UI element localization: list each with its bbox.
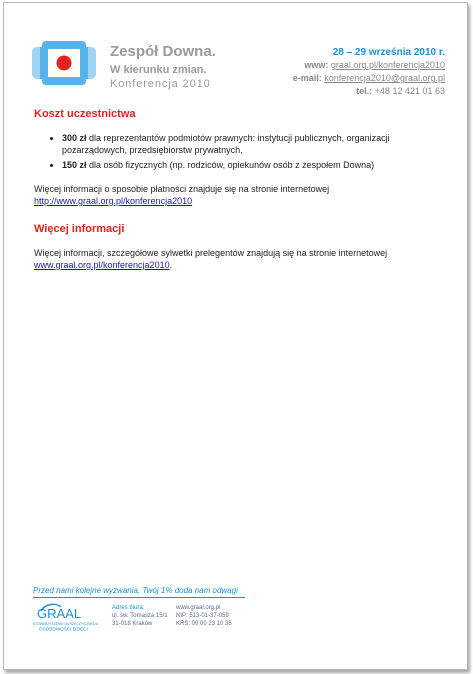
- tel-value: +48 12 421 01 63: [374, 86, 445, 96]
- footer-divider: [33, 597, 245, 598]
- link-suffix: .: [169, 260, 173, 270]
- footer-slogan: Przed nami kolejne wyzwania, Twój 1% doda nam odwagi: [33, 586, 238, 595]
- address-line: 31-018 Kraków: [112, 621, 153, 627]
- graal-logo-text: GRAAL: [37, 606, 82, 621]
- price-amount: 300 zł: [62, 133, 87, 143]
- more-info-link[interactable]: www.graal.org.pl/konferencja2010: [34, 260, 170, 270]
- price-item: [62, 159, 444, 171]
- footer-nip: NIP: 513-01-37-059: [176, 613, 229, 619]
- email-link[interactable]: konferencja2010@graal.org.pl: [324, 73, 445, 83]
- tel-row: [293, 85, 445, 98]
- www-link[interactable]: graal.org.pl/konferencja2010: [330, 60, 445, 70]
- org-title: Zespół Downa.: [110, 43, 216, 60]
- graal-tagline-2: OSOBOWOŚCI DZIECI: [39, 626, 88, 632]
- footer-address: [112, 604, 168, 628]
- footer-registry: [176, 604, 232, 628]
- tel-label: tel.:: [356, 86, 373, 96]
- price-list: [34, 132, 444, 171]
- section-heading-cost: Koszt uczestnictwa: [34, 108, 136, 120]
- payment-info-link[interactable]: http://www.graal.org.pl/konferencja2010: [34, 196, 193, 206]
- main-content: [34, 108, 444, 271]
- email-row: [293, 72, 445, 85]
- price-item: [62, 132, 444, 156]
- www-label: www:: [304, 60, 329, 70]
- section-heading-more-info: Więcej informacji: [34, 223, 125, 235]
- graal-logo-icon: [31, 601, 101, 633]
- price-description: dla reprezentantów podmiotów prawnych: instytucji publicznych, organizacji pozarządowych, przedsiębiorstw prywatnych,: [62, 133, 390, 155]
- footer-www: www.graal.org.pl: [176, 605, 221, 611]
- email-label: e-mail:: [292, 73, 322, 83]
- footer-krs: KRS: 00 00 23 10 38: [176, 621, 232, 627]
- more-info-text: Więcej informacji, szczegółowe sylwetki prelegentów znajdują się na stronie internetowej: [34, 248, 388, 258]
- payment-info-text: Więcej informacji o sposobie płatności znajduje się na stronie internetowej: [34, 184, 330, 194]
- org-subtitle: W kierunku zmian.: [110, 64, 207, 76]
- www-row: [293, 59, 445, 72]
- conference-logo-icon: [30, 39, 98, 87]
- contact-block: [293, 46, 445, 98]
- event-date: 28 – 29 września 2010 r.: [332, 47, 445, 58]
- org-subtitle-year: Konferencja 2010: [110, 78, 211, 90]
- address-line: ul. św. Tomasza 15/1: [112, 613, 168, 619]
- price-description: dla osób fizycznych (np. rodziców, opiekunów osób z zespołem Downa): [86, 160, 375, 170]
- price-amount: 150 zł: [62, 160, 87, 170]
- document-page: [3, 2, 468, 670]
- address-label: Adres biura:: [112, 605, 145, 611]
- graal-tagline: STOWARZYSZENIE NA RZECZ ROZWOJU: [33, 622, 99, 626]
